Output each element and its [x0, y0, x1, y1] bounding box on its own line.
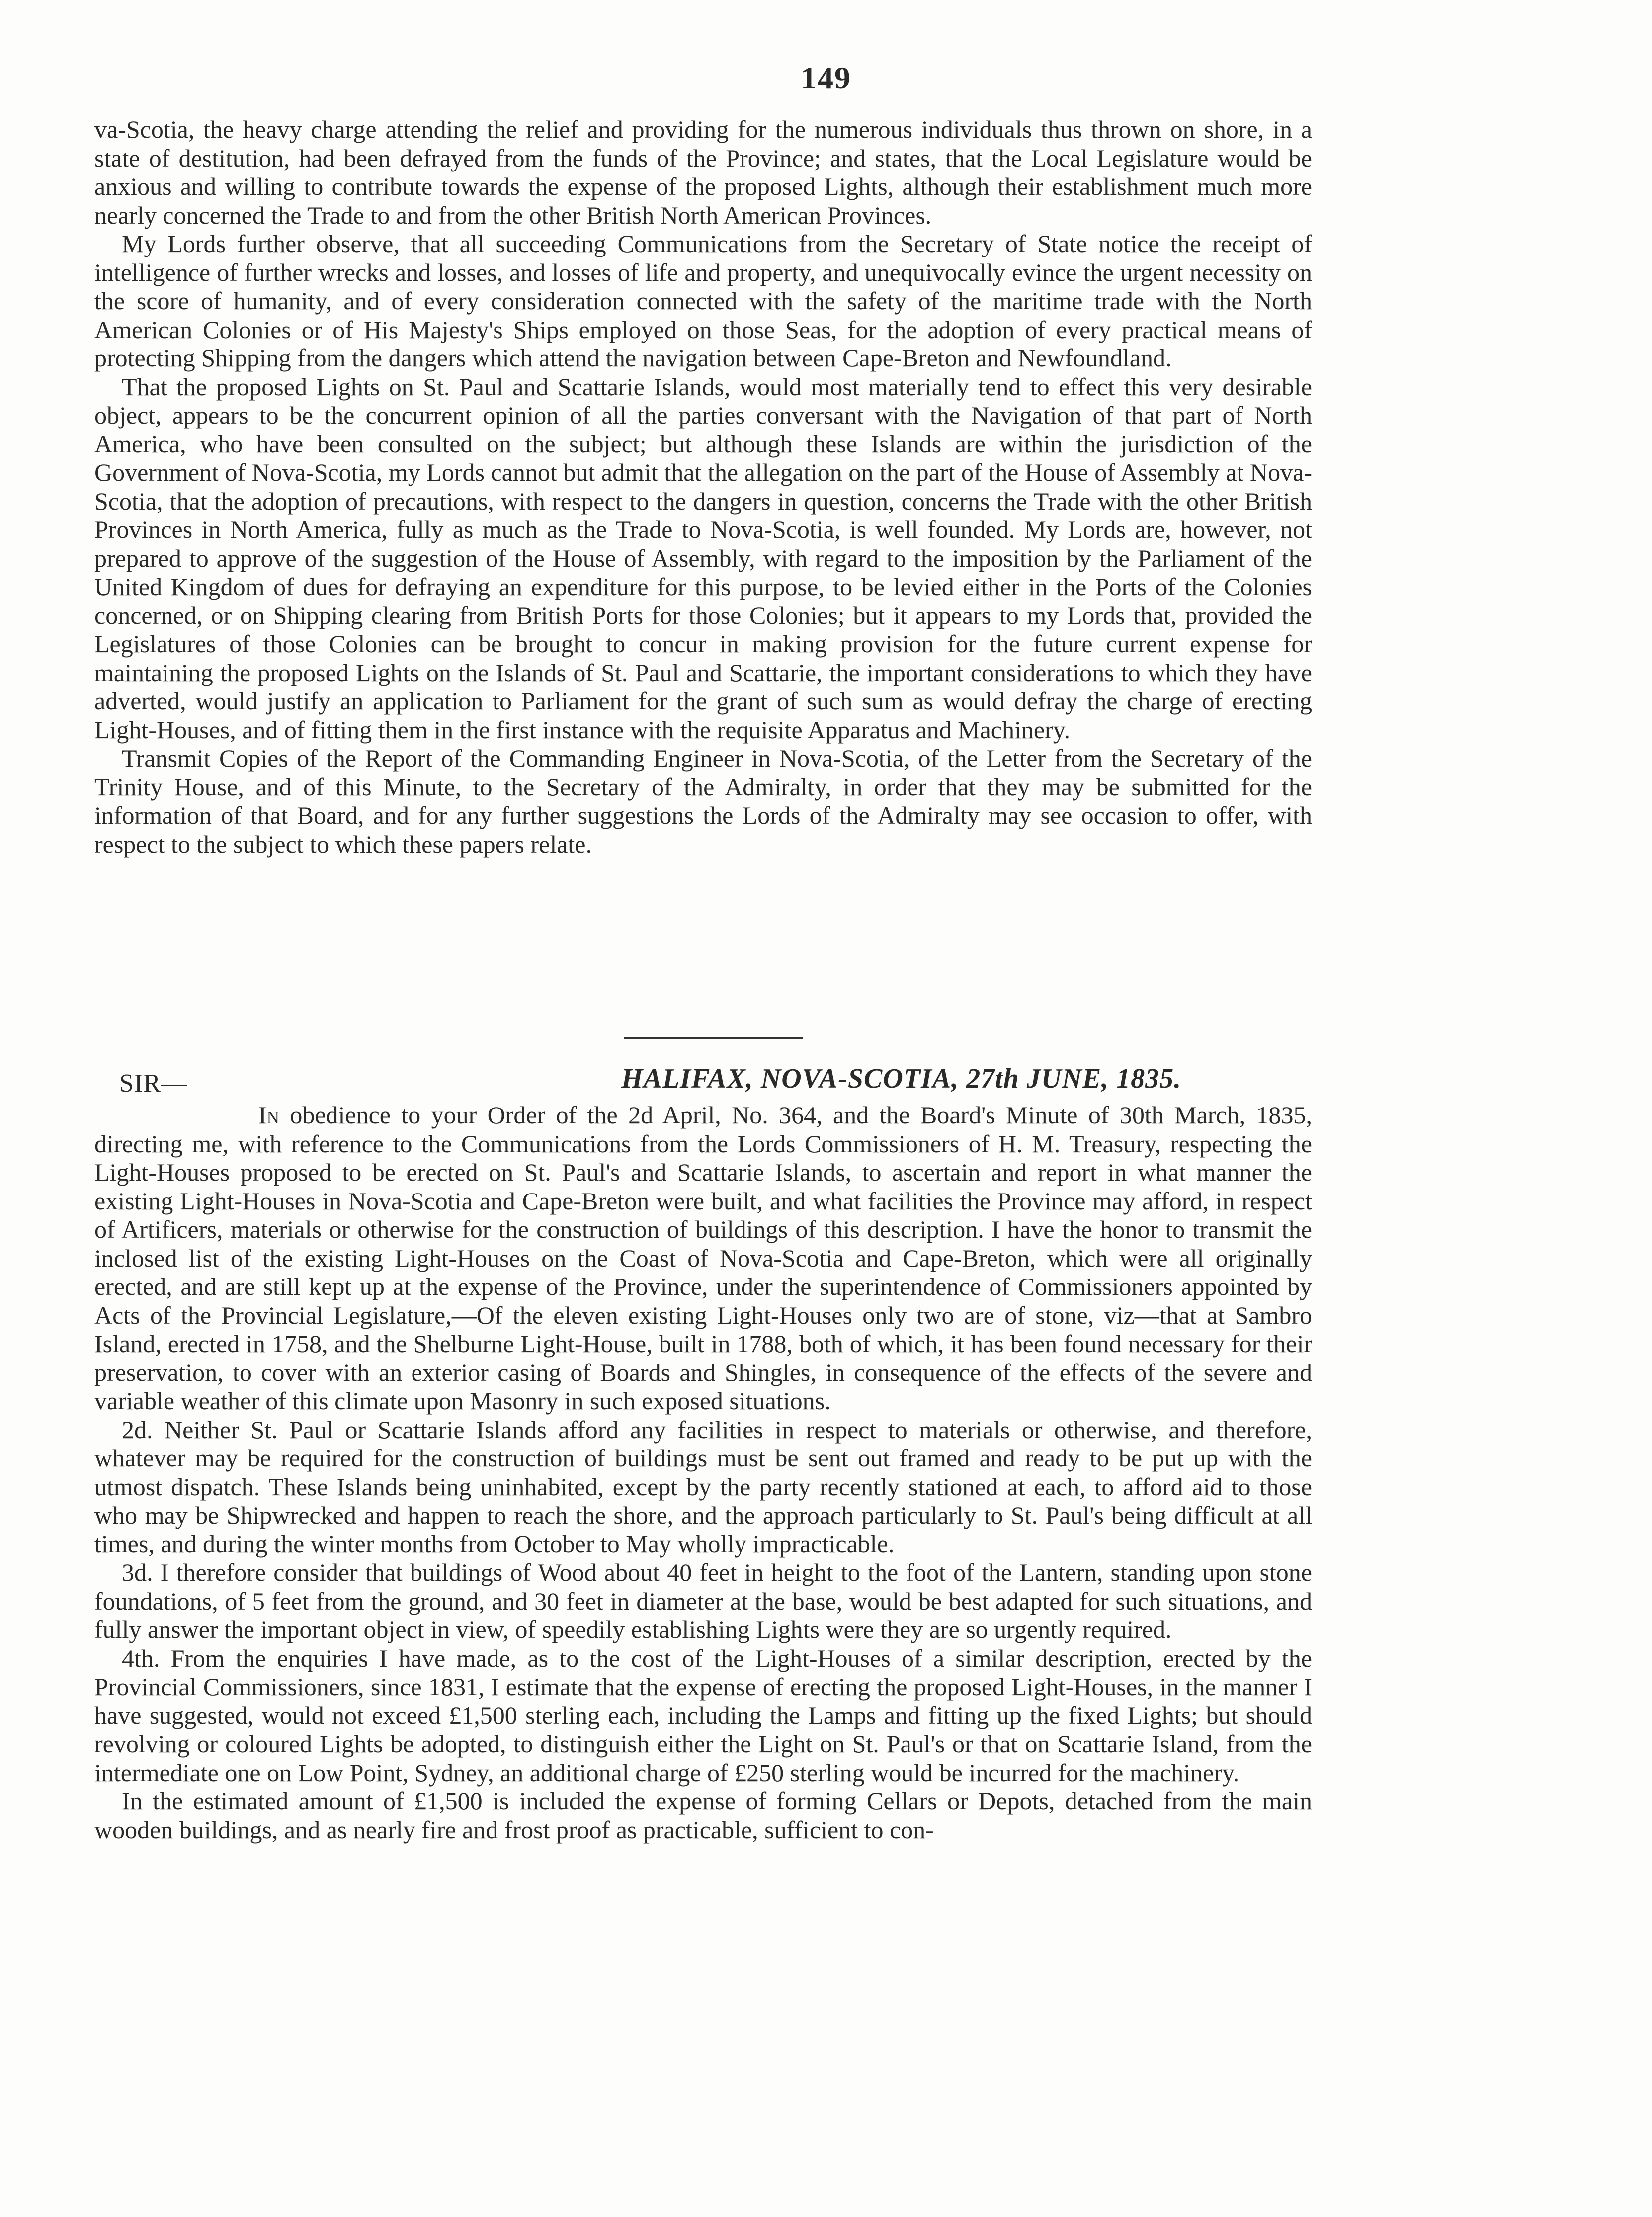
minute-paragraph: That the proposed Lights on St. Paul and Scattarie Islands, would most materially tend to effect this very desirable object, appears to be the concurrent opinion of all the parties conversant with the Navigation of that part of North America, who have been consulted on the subject; but although these Islands are within the jurisdiction of the Government of Nova-Scotia, my Lords cannot but admit that the allegation on the part of the House of Assembly at Nova-Scotia, that the adoption of precautions, with respect to the dangers in question, concerns the Trade with the other British Provinces in North America, fully as much as the Trade to Nova-Scotia, is well founded. My Lords are, however, not prepared to approve of the suggestion of the House of Assembly, with regard to the imposition by the Parliament of the United Kingdom of dues for defraying an expenditure for this purpose, to be levied either in the Ports of the Colonies concerned, or on Shipping clearing from British Ports for those Colonies; but it appears to my Lords that, provided the Legislatures of those Colonies can be brought to concur in making provision for the future current expense for maintaining the proposed Lights on the Islands of St. Paul and Scattarie, the important considerations to which they have adverted, would justify an application to Parliament for the grant of such sum as would defray the charge of erecting Light-Houses, and of fitting them in the first instance with the requisite Apparatus and Machinery.: [94, 372, 1312, 744]
section-divider: [624, 1037, 803, 1039]
opening-word: In: [258, 1101, 279, 1129]
letter-paragraph: 2d. Neither St. Paul or Scattarie Islands afford any facilities in respect to materials or otherwise, and therefore, whatever may be required for the construction of buildings must be sent out framed and ready to be put up with the utmost dispatch. These Islands being uninhabited, except by the party recently stationed at each, to afford aid to those who may be Shipwrecked and happen to reach the shore, and the approach particularly to St. Paul's being difficult at all times, and during the winter months from October to May wholly impracticable.: [94, 1415, 1312, 1558]
minute-paragraph: My Lords further observe, that all succeeding Communications from the Secretary of State notice the receipt of intelligence of further wrecks and losses, and losses of life and property, and unequivocally evince the urgent necessity on the score of humanity, and of every consideration connected with the safety of the maritime trade with the North American Colonies or of His Majesty's Ships employed on those Seas, for the adoption of every practical means of protecting Shipping from the dangers which attend the navigation between Cape-Breton and Newfoundland.: [94, 230, 1312, 372]
minute-paragraph: Transmit Copies of the Report of the Commanding Engineer in Nova-Scotia, of the Letter from the Secretary of the Trinity House, and of this Minute, to the Secretary of the Admiralty, in order that they may be submitted for the information of that Board, and for any further suggestions the Lords of the Admiralty may see occasion to offer, with respect to the subject to which these papers relate.: [94, 744, 1312, 858]
treasury-minute: [94, 115, 1312, 858]
letter-paragraph: 3d. I therefore consider that buildings of Wood about 40 feet in height to the foot of the Lantern, standing upon stone foundations, of 5 feet from the ground, and 30 feet in diameter at the base, would be best adapted for such situations, and fully answer the important object in view, of speedily establishing Lights were they are so urgently required.: [94, 1558, 1312, 1643]
letter-paragraph: 4th. From the enquiries I have made, as to the cost of the Light-Houses of a similar description, erected by the Provincial Commissioners, since 1831, I estimate that the expense of erecting the proposed Light-Houses, in the manner I have suggested, would not exceed £1,500 sterling each, including the Lamps and fitting up the fixed Lights; but should revolving or coloured Lights be adopted, to distinguish either the Light on St. Paul's or that on Scattarie Island, from the intermediate one on Low Point, Sydney, an additional charge of £250 sterling would be incurred for the machinery.: [94, 1644, 1312, 1787]
engineer-letter: [94, 1101, 1312, 1844]
letter-paragraph-text: obedience to your Order of the 2d April, No. 364, and the Board's Minute of 30th March, 1835, directing me, with reference to the Communications from the Lords Commissioners of H. M. Treasury, respecting the Light-Houses proposed to be erected on St. Paul's and Scattarie Islands, to ascertain and report in what manner the existing Light-Houses in Nova-Scotia and Cape-Breton were built, and what facilities the Province may afford, in respect of Artificers, materials or otherwise for the construction of buildings of this description. I have the honor to transmit the inclosed list of the existing Light-Houses on the Coast of Nova-Scotia and Cape-Breton, which were all originally erected, and are still kept up at the expense of the Province, under the superintendence of Commissioners appointed by Acts of the Provincial Legislature,—Of the eleven existing Light-Houses only two are of stone, viz—that at Sambro Island, erected in 1758, and the Shelburne Light-House, built in 1788, both of which, it has been found necessary for their preservation, to cover with an exterior casing of Boards and Shingles, in consequence of the effects of the severe and variable weather of this climate upon Masonry in such exposed situations.: [94, 1101, 1312, 1415]
minute-paragraph: va-Scotia, the heavy charge attending the relief and providing for the numerous individuals thus thrown on shore, in a state of destitution, had been defrayed from the funds of the Province; and states, that the Local Legislature would be anxious and willing to contribute towards the expense of the proposed Lights, although their establishment much more nearly concerned the Trade to and from the other British North American Provinces.: [94, 115, 1312, 229]
letter-paragraph: [94, 1101, 1312, 1416]
letter-paragraph: In the estimated amount of £1,500 is included the expense of forming Cellars or Depots, detached from the main wooden buildings, and as nearly fire and frost proof as practicable, sufficient to con-: [94, 1787, 1312, 1844]
letter-dateline: HALIFAX, NOVA-SCOTIA, 27th JUNE, 1835.: [621, 1063, 1182, 1094]
page-number: 149: [801, 60, 851, 95]
letter-salutation: SIR—: [119, 1069, 187, 1098]
